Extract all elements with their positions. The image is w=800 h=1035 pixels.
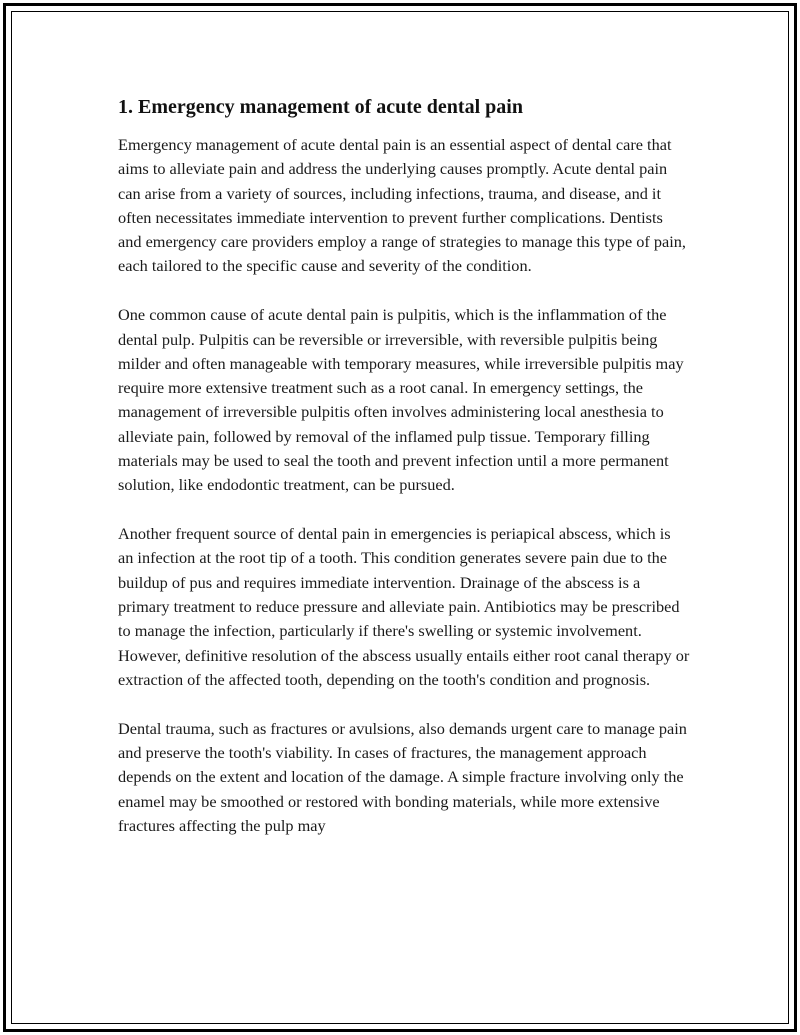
paragraph-3: Another frequent source of dental pain in emergencies is periapical abscess, which is an infection at the root tip of a tooth. This condition generates severe pain due to the buildup of pus and requires immediate intervention. Drainage of the abscess is a primary treatment to reduce pressure and alleviate pain. Antibiotics may be prescribed to manage the infection, particularly if there's swelling or systemic involvement. However, definitive resolution of the abscess usually entails either root canal therapy or extraction of the affected tooth, depending on the tooth's condition and prognosis. bbox=[118, 524, 690, 689]
paragraph-1: Emergency management of acute dental pain is an essential aspect of dental care that aims to alleviate pain and address the underlying causes promptly. Acute dental pain can arise from a variety of sources, including infections, trauma, and disease, and it often necessitates immediate intervention to prevent further complications. Dentists and emergency care providers employ a range of strategies to manage this type of pain, each tailored to the specific cause and severity of the condition. bbox=[118, 135, 686, 276]
paragraph-2: One common cause of acute dental pain is pulpitis, which is the inflammation of the dental pulp. Pulpitis can be reversible or irreversible, with reversible pulpitis being milder and often manageable with temporary measures, while irreversible pulpitis may require more extensive treatment such as a root canal. In emergency settings, the management of irreversible pulpitis often involves administering local anesthesia to alleviate pain, followed by removal of the inflamed pulp tissue. Temporary filling materials may be used to seal the tooth and prevent infection until a more permanent solution, like endodontic treatment, can be pursued. bbox=[118, 305, 684, 495]
document-body bbox=[118, 95, 690, 863]
section-heading: 1. Emergency management of acute dental pain bbox=[118, 96, 523, 118]
paragraph-4: Dental trauma, such as fractures or avulsions, also demands urgent care to manage pain and preserve the tooth's viability. In cases of fractures, the management approach depends on the extent and location of the damage. A simple fracture involving only the enamel may be smoothed or restored with bonding materials, while more extensive fractures affecting the pulp may bbox=[118, 718, 687, 835]
